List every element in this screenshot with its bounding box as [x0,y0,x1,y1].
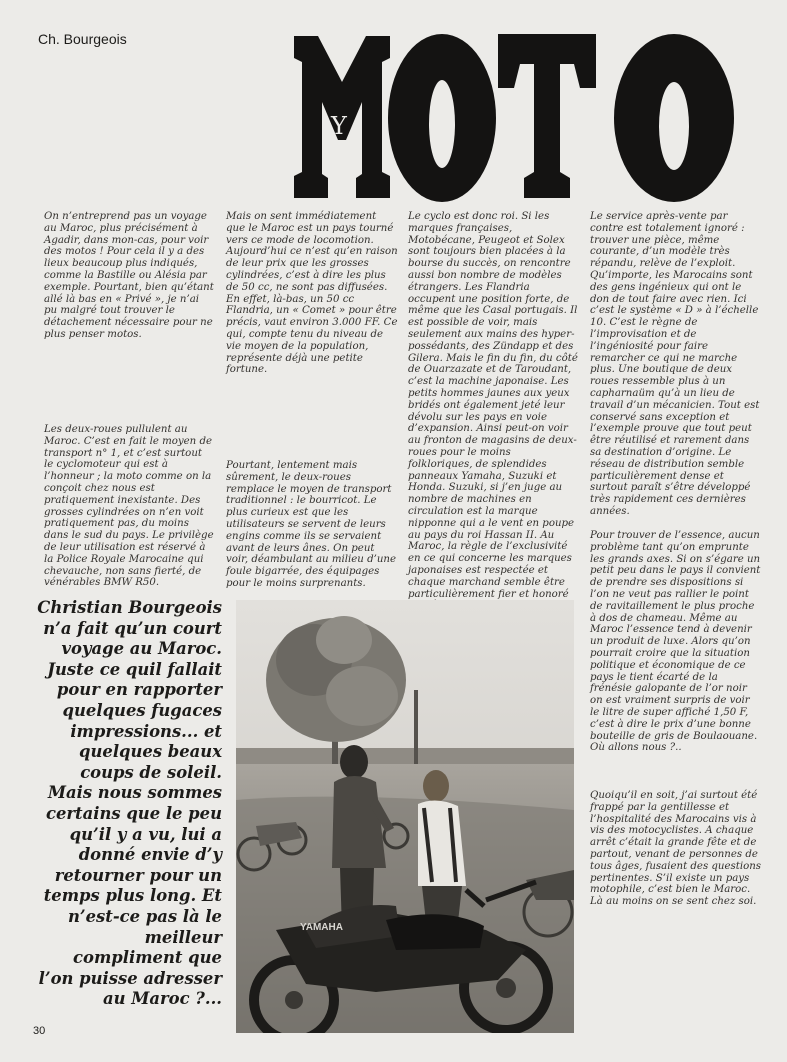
tank-yamaha-label: YAMAHA [300,922,343,933]
intro-standfirst: Christian Bourgeois n’a fait qu’un court voyage au Maroc. Juste ce quil fallait pour en rapporter quelques fugaces impressions... et quelques beaux coups de soleil. Mais nous sommes certains que le peu qu’il y a vu, lui a donné envie d’y retourner pour un temps plus long. Et n’est-ce pas là le meilleur compliment que l’on puisse adresser au Maroc ?... [37,598,222,1009]
moto-title-logo [290,22,750,208]
column-4-paragraph-3: Quoiqu’il en soit, j’ai surtout été frappé par la gentillesse et l’hospitalité des Marocains vis à vis des motocyclistes. A chaque arrêt c’était la grande fête et de partout, venant de personnes de tous âges, fusaient des questions pertinentes. S’il existe un pays motophile, c’est bien le Maroc. Là au moins on se sent chez soi. [590,790,762,908]
column-2-paragraph-1: Mais on sent immédiatement que le Maroc est un pays tourné vers ce mode de locomotion. Aujourd’hui ce n’est qu’en raison de leur prix que les grosses cylindrées, c’est à dire les plus de 50 cc, ne sont pas diffusées. En effet, là-bas, un 50 cc Flandria, un « Comet » pour être précis, vaut environ 3.000 FF. Ce qui, compte tenu du niveau de vie moyen de la population, représente déjà une petite fortune. [226,211,398,376]
moto-title-text: MOTO [520,206,524,207]
column-3-paragraph-1: Le cyclo est donc roi. Si les marques françaises, Motobécane, Peugeot et Solex sont toujours bien placées à la bourse du succès, on rencontre aussi bon nombre de modèles étrangers. Les Flandria occupent une position forte, de même que les Casal portugais. Il est possible de voir, mais seulement aux mains des hyper-possédants, des Zündapp et des Gilera. Mais le fin du fin, du côté de Ouarzazate et de Taroudant, c’est la machine japonaise. Les petits hommes jaunes aux yeux bridés ont également jeté leur dévolu sur les pays en voie d’expansion. Ainsi peut-on voir au fronton de magasins de deux-roues pour le moins folkloriques, de splendides panneaux Yamaha, Suzuki et Honda. Suzuki, si j’en juge au nombre de machines en circulation est la marque nipponne qui a le vent en poupe au pays du roi Hassan II. Au Maroc, la règle de l’exclusivité en ce qui concerne les marques japonaises est respectée et chaque marchand semble être particulièrement fier et honoré [408,211,578,600]
svg-text:Y: Y [331,112,347,140]
column-1-paragraph-2: Les deux-roues pullulent au Maroc. C’est en fait le moyen de transport n° 1, et c’est surtout le cyclomoteur qui est à l’honneur ; la moto comme on la conçoit chez nous est pratiquement inexistante. Des grosses cylindrées on n’en voit pratiquement pas, du moins dans le sud du pays. Le privilège de leur utilisation est réservé à la Police Royale Marocaine qui chevauche, non sans fierté, de vénérables BMW R50. [44,424,214,589]
motorcycles-photo [236,600,574,1033]
column-1-paragraph-1: On n’entreprend pas un voyage au Maroc, plus précisément à Agadir, dans mon‑cas, pour voir des motos ! Pour cela il y a des lieux beaucoup plus indiqués, comme la Bastille ou Alésia par exemple. Pourtant, bien qu’étant allé là bas en « Privé », je n’ai pu malgré tout trouver le détachement nécessaire pour ne plus penser motos. [44,211,214,340]
author-byline: Ch. Bourgeois [38,31,127,47]
column-4-paragraph-2: Pour trouver de l’essence, aucun problème tant qu’on emprunte les grands axes. Si on s’égare un petit peu dans le pays il convient de prendre ses dispositions si l’on ne veut pas rallier le point de ravitaillement le plus proche à dos de chameau. Même au Maroc l’essence tend à devenir un produit de luxe. Alors qu’on pourrait croire que la situation politique et économique de ce pays le tient écarté de la frénésie galopante de l’or noir on est vraiment surpris de voir le litre de super affiché 1,50 F, c’est à dire le prix d’une bonne bouteille de gris de Boulaouane. Où allons nous ?.. [590,530,761,754]
column-2-paragraph-2: Pourtant, lentement mais sûrement, le deux-roues remplace le moyen de transport traditionnel : le bourricot. Le plus curieux est que les utilisateurs se servent de leurs engins comme ils se servaient avant de leurs ânes. On peut voir, déambulant au milieu d’une foule bigarrée, des équipages pour le moins surprenants. [226,460,397,589]
column-4-paragraph-1: Le service après-vente par contre est totalement ignoré : trouver une pièce, même courante, d’un modèle très répandu, relève de l’exploit. Qu’importe, les Marocains sont des gens ingénieux qui ont le don de tout faire avec rien. Ici c’est le système « D » à l’échelle 10. C’est le règne de l’improvisation et de l’ingéniosité pour faire remarcher ce qui ne marche plus. Une boutique de deux roues ressemble plus à un capharnaüm qu’à un lieu de travail d’un mécanicien. Tout est conservé sans exception et l’exemple prouve que tout peut être réutilisé et rarement dans sa destination d’origine. Le réseau de distribution semble particulièrement dense et surtout paraît s’être développé très rapidement ces dernières années. [590,211,760,517]
page-number: 30 [33,1025,46,1037]
